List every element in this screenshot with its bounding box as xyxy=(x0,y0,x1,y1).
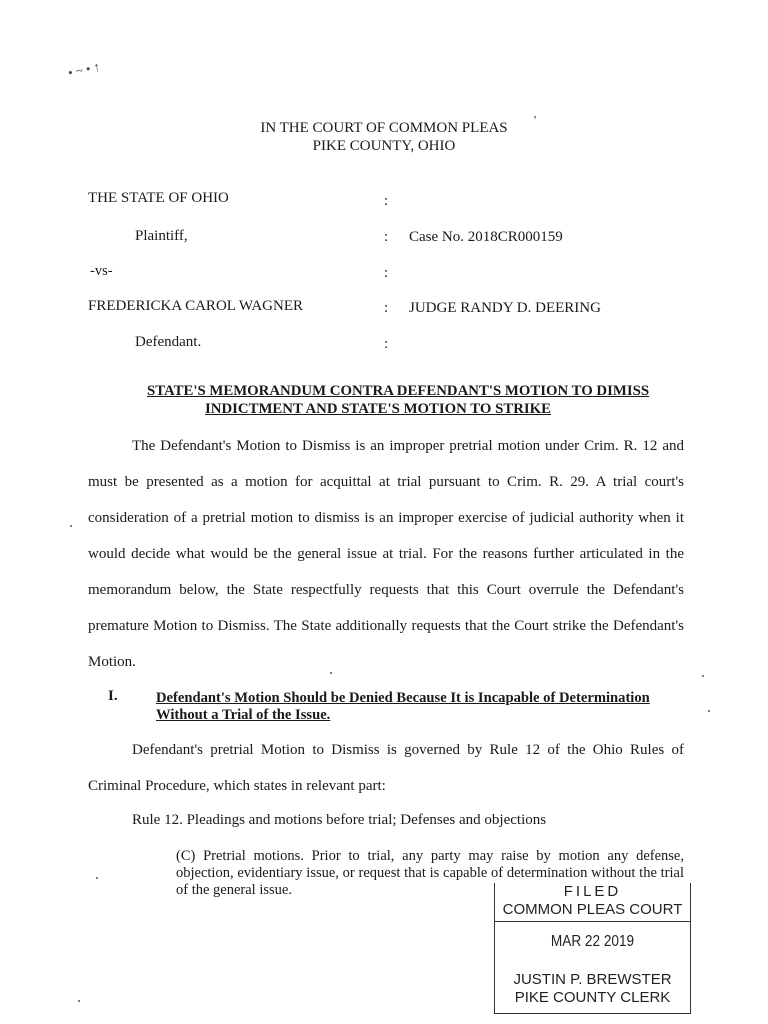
stamp-court: COMMON PLEAS COURT xyxy=(502,901,683,918)
scan-speck xyxy=(708,710,710,712)
rule-heading: Rule 12. Pleadings and motions before trial; Defenses and objections xyxy=(132,812,547,828)
intro-paragraph xyxy=(88,428,684,680)
handwritten-mark: • ~ • ↑ xyxy=(66,58,102,81)
defendant-role: Defendant. xyxy=(135,334,202,350)
section-numeral: I. xyxy=(108,688,118,704)
stamp-filed: FILED xyxy=(563,883,622,900)
stamp-rule xyxy=(495,921,690,922)
stamp-clerk-name: JUSTIN P. BREWSTER xyxy=(513,971,672,988)
plaintiff-name: THE STATE OF OHIO xyxy=(88,190,229,206)
pen-mark: ʼ xyxy=(533,113,537,127)
scan-speck xyxy=(70,525,72,527)
document-title: STATE'S MEMORANDUM CONTRA DEFENDANT'S MOTION TO DIMISS xyxy=(147,383,650,399)
intro-paragraph-text: The Defendant's Motion to Dismiss is an improper pretrial motion under Crim. R. 12 and must be presented as a motion for acquittal at trial pursuant to Crim. R. 29. A trial court's consideration of a pretrial motion to dismiss is an improper exercise of judicial authority when it would decide what would be the general issue at trial. For the reasons further articulated in the memorandum below, the State respectfully requests that this Court overrule the Defendant's premature Motion to Dismiss. The State additionally requests that the Court strike the Defendant's Motion. xyxy=(88,438,684,670)
plaintiff-role: Plaintiff, xyxy=(135,228,188,244)
document-title-line2: INDICTMENT AND STATE'S MOTION TO STRIKE xyxy=(205,401,552,417)
section-heading-line2: Without a Trial of the Issue. xyxy=(156,707,331,723)
filed-stamp xyxy=(494,883,691,1014)
case-number: Case No. 2018CR000159 xyxy=(409,229,563,245)
caption-separator: : xyxy=(384,265,389,281)
caption-separator: : xyxy=(384,336,389,352)
versus: -vs- xyxy=(90,263,113,279)
section-paragraph xyxy=(88,732,684,804)
scan-speck xyxy=(96,877,98,879)
court-county: PIKE COUNTY, OHIO xyxy=(312,138,456,154)
scan-speck xyxy=(702,675,704,677)
section-heading: Defendant's Motion Should be Denied Because It is Incapable of Determination xyxy=(156,690,650,706)
defendant-name: FREDERICKA CAROL WAGNER xyxy=(88,298,304,314)
judge-name: JUDGE RANDY D. DEERING xyxy=(409,300,601,316)
court-name: IN THE COURT OF COMMON PLEAS xyxy=(260,120,508,136)
caption-separator: : xyxy=(384,300,389,316)
rule-quote-text: (C) Pretrial motions. Prior to trial, any party may raise by motion any defense, objection, evidentiary issue, or request that is capable of determination without the trial of the general issue. xyxy=(176,848,684,898)
scan-speck xyxy=(330,672,332,674)
caption-separator: : xyxy=(384,229,389,245)
section-paragraph-text: Defendant's pretrial Motion to Dismiss is governed by Rule 12 of the Ohio Rules of Criminal Procedure, which states in relevant part: xyxy=(88,742,684,794)
stamp-date: MAR 22 2019 xyxy=(550,933,635,950)
caption-separator: : xyxy=(384,193,389,209)
scan-speck xyxy=(78,1000,80,1002)
stamp-clerk-title: PIKE COUNTY CLERK xyxy=(514,989,671,1006)
